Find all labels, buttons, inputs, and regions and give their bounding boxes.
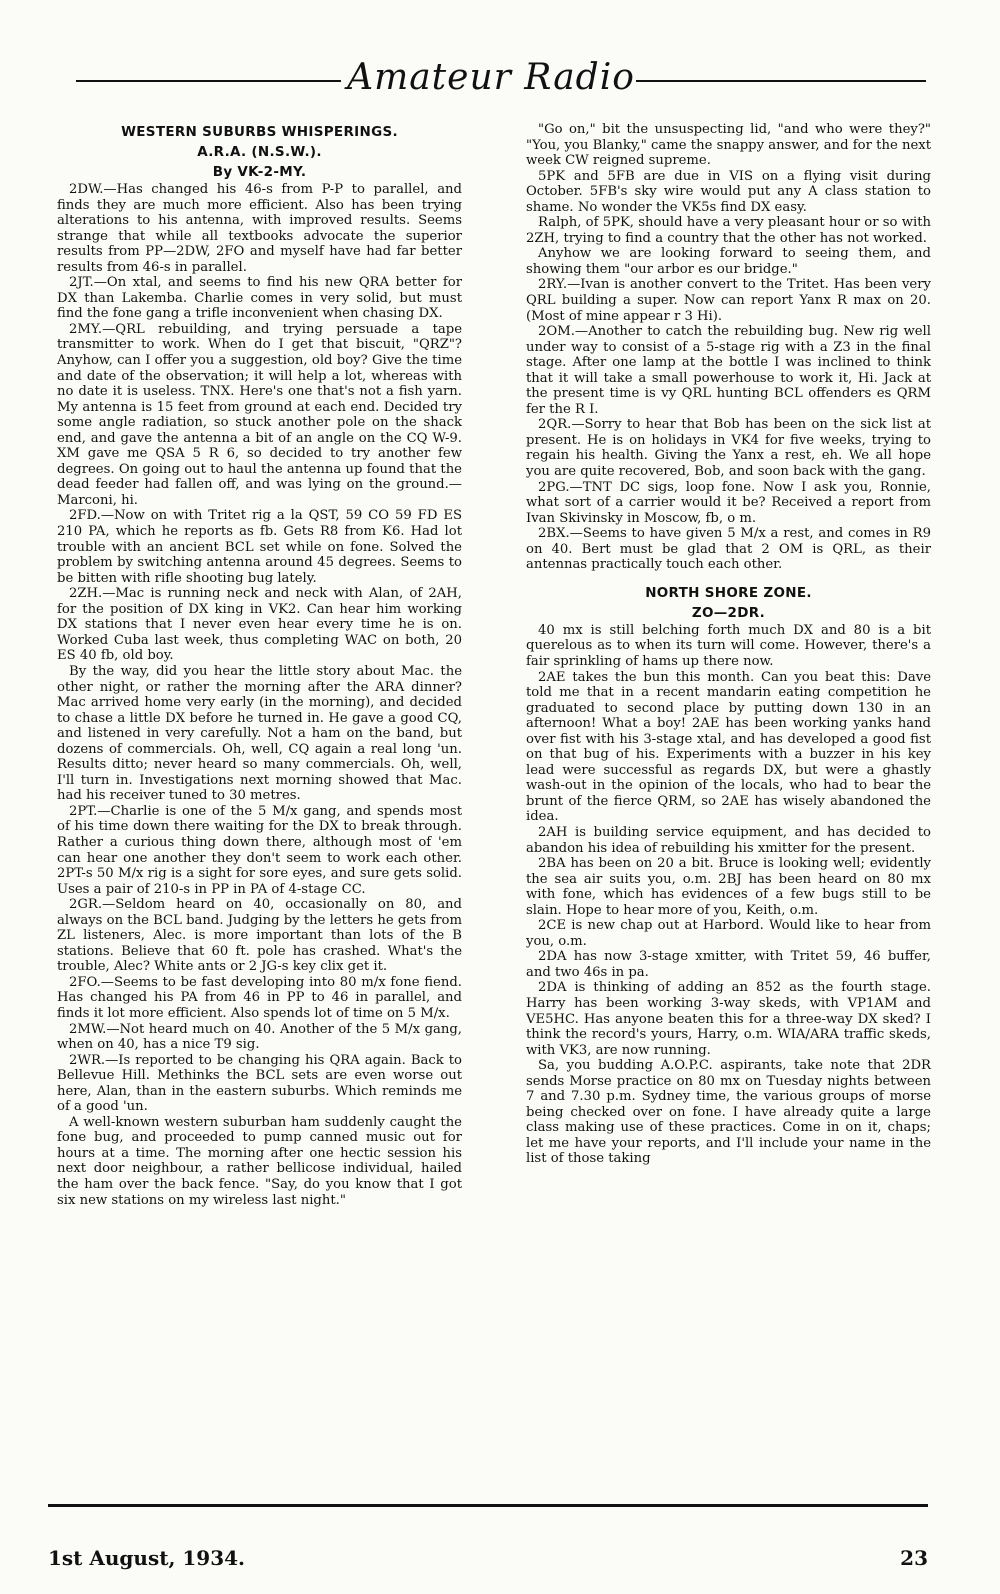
paragraph: 2BX.—Seems to have given 5 M/x a rest, and comes in R9 on 40. Bert must be glad that 2 OM is QRL, as their antennas practically touch each other. [526,526,931,573]
paragraph: By the way, did you hear the little story about Mac. the other night, or rather the morning after the ARA dinner? Mac arrived home very early (in the morning), and decided to chase a little DX before he turned in. He gave a good CQ, and listened in very carefully. Not a ham on the band, but dozens of commercials. Oh, well, CQ again a real long 'un. Results ditto; never heard so many commercials. Oh, well, I'll turn in. Investigations next morning showed that Mac. had his receiver tuned to 30 metres. [57,663,462,804]
right-column [526,122,931,1167]
paragraph: 2DA is thinking of adding an 852 as the fourth stage. Harry has been working 3-way skeds, with VP1AM and VE5HC. Has anyone beaten this for a three-way DX sked? I think the record's yours, Harry, o.m. WIA/ARA traffic skeds, with VK3, are now running. [526,980,931,1058]
paragraph: 2MY.—QRL rebuilding, and trying persuade a tape transmitter to work. When do I get that biscuit, "QRZ"? Anyhow, can I offer you a suggestion, old boy? Give the time and date of the observation; it will help a lot, whereas with no date it is useless. TNX. Here's one that's not a fish yarn. My antenna is 15 feet from ground at each end. Decided try some angle radiation, so stuck another pole on the shack end, and gave the antenna a bit of an angle on the CQ W-9. XM gave me QSA 5 R 6, so decided to try another few degrees. On going out to haul the antenna up found that the dead feeder had fallen off, and was lying on the ground.—Marconi, hi. [57,321,462,508]
section-subheading-ara: A.R.A. (N.S.W.). [197,144,322,160]
page-number: 23 [900,1546,928,1570]
left-column [57,122,462,1208]
section-heading-western-suburbs: WESTERN SUBURBS WHISPERINGS. [121,124,398,140]
paragraph: "Go on," bit the unsuspecting lid, "and who were they?" "You, you Blanky," came the snappy answer, and for the next week CW reigned supreme. [526,122,931,169]
paragraph: 2WR.—Is reported to be changing his QRA again. Back to Bellevue Hill. Methinks the BCL sets are even worse out here, Alan, than in the eastern suburbs. Which reminds me of a good 'un. [57,1052,462,1115]
masthead-title: Amateur Radio [347,57,635,98]
paragraph: 2DW.—Has changed his 46-s from P-P to parallel, and finds they are much more efficient. Also has been trying alterations to his antenna, with improved results. Seems strange that while all textbooks advocate the superior results from PP—2DW, 2FO and myself have had far better results from 46-s in parallel. [57,182,462,275]
left-column-paragraphs [57,182,462,1208]
paragraph: 2AE takes the bun this month. Can you beat this: Dave told me that in a recent mandarin eating competition he graduated to second place by putting down 130 in an afternoon! What a boy! 2AE has been working yanks hand over fist with his 3-stage xtal, and has developed a good fist on that bug of his. Experiments with a buzzer in his key lead were successful as regards DX, but were a ghastly wash-out in the opinion of the locals, who had to bear the brunt of the fierce QRM, so 2AE has wisely abandoned the idea. [526,669,931,825]
paragraph: 2CE is new chap out at Harbord. Would like to hear from you, o.m. [526,918,931,949]
section-heading-north-shore: NORTH SHORE ZONE. [645,584,812,601]
paragraph: Sa, you budding A.O.P.C. aspirants, take note that 2DR sends Morse practice on 80 mx on Tuesday nights between 7 and 7.30 p.m. Sydney time, the various groups of morse being checked over on fone. I have already quite a large class making use of these practices. Come in on it, chaps; let me have your reports, and I'll include your name in the list of those taking [526,1058,931,1167]
paragraph: 2BA has been on 20 a bit. Bruce is looking well; evidently the sea air suits you, o.m. 2BJ has been heard on 80 mx with fone, which has evidences of a few bugs still to be slain. Hope to hear more of you, Keith, o.m. [526,856,931,918]
paragraph: 2ZH.—Mac is running neck and neck with Alan, of 2AH, for the position of DX king in VK2. Can hear him working DX stations that I never even hear every time he is on. Worked Cuba last week, thus completing WAC on both, 20 ES 40 fb, old boy. [57,586,462,664]
paragraph: 2GR.—Seldom heard on 40, occasionally on 80, and always on the BCL band. Judging by the letters he gets from ZL listeners, Alec. is more important than lots of the B stations. Believe that 60 ft. pole has crashed. What's the trouble, Alec? White ants or 2 JG-s key clix get it. [57,897,462,975]
paragraph: A well-known western suburban ham suddenly caught the fone bug, and proceeded to pump canned music out for hours at a time. The morning after one hectic session his next door neighbour, a rather bellicose individual, hailed the ham over the back fence. "Say, do you know that I got six new stations on my wireless last night." [57,1114,462,1208]
paragraph: Anyhow we are looking forward to seeing them, and showing them "our arbor es our bridge." [526,246,931,277]
paragraph: 2MW.—Not heard much on 40. Another of the 5 M/x gang, when on 40, has a nice T9 sig. [57,1021,462,1053]
masthead-rule-right [636,80,926,82]
right-column-paragraphs-bottom [526,623,931,1167]
section-byline: By VK-2-MY. [212,164,307,180]
paragraph: 2AH is building service equipment, and has decided to abandon his idea of rebuilding his xmitter for the present. [526,824,931,856]
paragraph: 5PK and 5FB are due in VIS on a flying visit during October. 5FB's sky wire would put any A class station to shame. No wonder the VK5s find DX easy. [526,168,931,215]
paragraph: 2QR.—Sorry to hear that Bob has been on the sick list at present. He is on holidays in VK4 for five weeks, trying to regain his health. Giving the Yanx a rest, eh. We all hope you are quite recovered, Bob, and soon back with the gang. [526,417,931,480]
paragraph: 2PG.—TNT DC sigs, loop fone. Now I ask you, Ronnie, what sort of a carrier would it be? Received a report from Ivan Skivinsky in Moscow, fb, o m. [526,479,931,526]
footer-rule [48,1504,928,1507]
paragraph: Ralph, of 5PK, should have a very pleasant hour or so with 2ZH, trying to find a country that the other has not worked. [526,215,931,246]
section-subheading-zo: ZO—2DR. [691,604,766,621]
paragraph: 2DA has now 3-stage xmitter, with Tritet 59, 46 buffer, and two 46s in pa. [526,949,931,980]
masthead [76,56,926,100]
paragraph: 2JT.—On xtal, and seems to find his new QRA better for DX than Lakemba. Charlie comes in very solid, but must find the fone gang a trifle inconvenient when chasing DX. [57,275,462,322]
paragraph: 2PT.—Charlie is one of the 5 M/x gang, and spends most of his time down there waiting for the DX to break through. Rather a curious thing down there, although most of 'em can hear one another they don't seem to work each other. 2PT-s 50 M/x rig is a sight for sore eyes, and sure gets solid. Uses a pair of 210-s in PP in PA of 4-stage CC. [57,803,462,897]
paragraph: 40 mx is still belching forth much DX and 80 is a bit querelous as to when its turn will come. However, there's a fair sprinkling of hams up there now. [526,622,931,669]
paragraph: 2RY.—Ivan is another convert to the Tritet. Has been very QRL building a super. Now can report Yanx R max on 20. (Most of mine appear r 3 Hi). [526,277,931,324]
paragraph: 2OM.—Another to catch the rebuilding bug. New rig well under way to consist of a 5-stage rig with a Z3 in the final stage. After one lamp at the bottle I was inclined to think that it will take a small powerhouse to work it, Hi. Jack at the present time is vy QRL hunting BCL offenders es QRM fer the R I. [526,324,931,417]
issue-date: 1st August, 1934. [48,1546,246,1570]
masthead-rule-left [76,80,341,82]
paragraph: 2FD.—Now on with Tritet rig a la QST, 59 CO 59 FD ES 210 PA, which he reports as fb. Gets R8 from K6. Had lot trouble with an ancient BCL set while on fone. Solved the problem by switching antenna around 45 degrees. Seems to be bitten with rifle shooting bug lately. [57,508,462,586]
paragraph: 2FO.—Seems to be fast developing into 80 m/x fone fiend. Has changed his PA from 46 in PP to 46 in parallel, and finds it lot more efficient. Also spends lot of time on 5 M/x. [57,974,462,1021]
right-column-paragraphs-top [526,122,931,573]
